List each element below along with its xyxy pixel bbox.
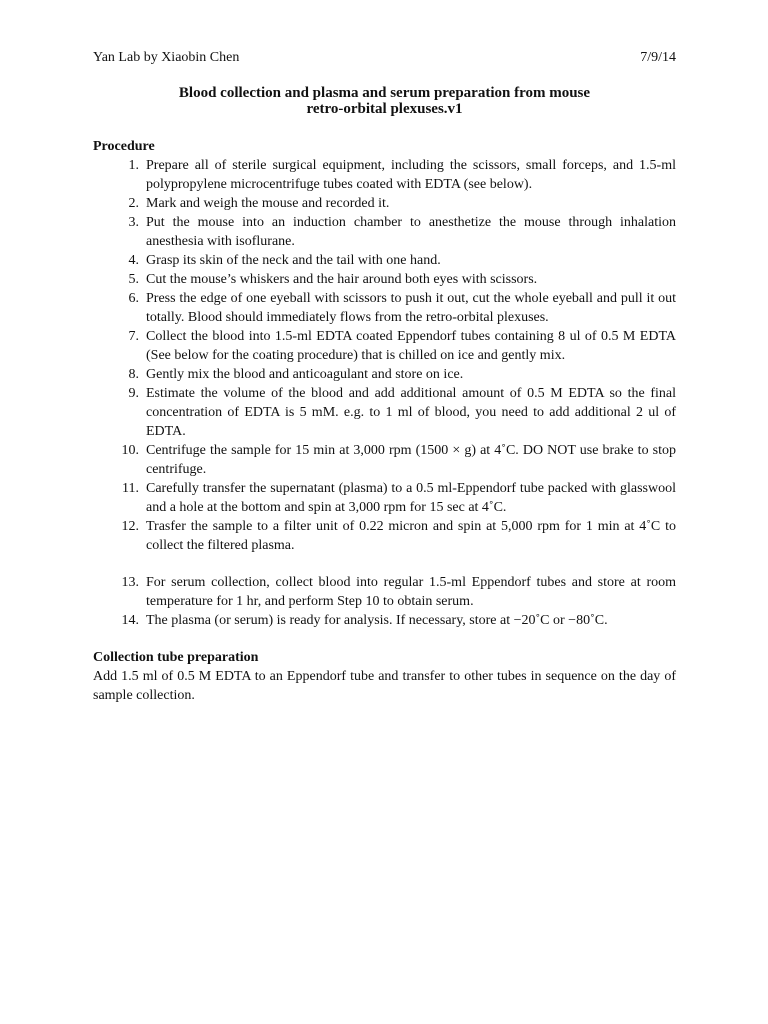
step-number: 5. [128,272,139,287]
step-number: 14. [121,613,139,628]
step-text: The plasma (or serum) is ready for analysis. If necessary, store at −20˚C or −80˚C. [146,613,608,628]
procedure-steps [93,156,676,630]
procedure-step [93,517,676,555]
step-text: Grasp its skin of the neck and the tail with one hand. [146,253,441,268]
procedure-heading: Procedure [93,139,155,154]
procedure-step [93,479,676,517]
step-number: 2. [128,196,139,211]
procedure-step [93,251,676,270]
step-text: Centrifuge the sample for 15 min at 3,000 rpm (1500 × g) at 4˚C. DO NOT use brake to stop centrifuge. [146,443,676,477]
step-text: Estimate the volume of the blood and add additional amount of 0.5 M EDTA so the final concentration of EDTA is 5 mM. e.g. to 1 ml of blood, you need to add additional 2 ul of EDTA. [146,386,676,439]
procedure-step [93,384,676,441]
page-header [93,48,676,67]
step-number: 11. [122,481,139,496]
step-number: 6. [128,291,139,306]
step-text: For serum collection, collect blood into regular 1.5-ml Eppendorf tubes and store at room temperature for 1 hr, and perform Step 10 to obtain serum. [146,575,676,609]
step-number: 8. [128,367,139,382]
step-text: Gently mix the blood and anticoagulant and store on ice. [146,367,464,382]
procedure-step [93,270,676,289]
step-number: 1. [128,158,139,173]
step-text: Collect the blood into 1.5-ml EDTA coated Eppendorf tubes containing 8 ul of 0.5 M EDTA (See below for the coating procedure) that is chilled on ice and gently mix. [146,329,676,363]
step-number: 7. [128,329,139,344]
procedure-step [93,327,676,365]
procedure-step [93,441,676,479]
document-page [93,48,676,705]
procedure-step [93,213,676,251]
procedure-step [93,573,676,611]
header-author: Yan Lab by Xiaobin Chen [93,50,240,65]
procedure-step [93,289,676,327]
document-title [93,85,676,117]
collection-section [93,648,676,705]
step-number: 4. [128,253,139,268]
step-number: 10. [121,443,139,458]
step-text: Trasfer the sample to a filter unit of 0.22 micron and spin at 5,000 rpm for 1 min at 4˚C to collect the filtered plasma. [146,519,676,553]
procedure-step [93,194,676,213]
step-text: Prepare all of sterile surgical equipment, including the scissors, small forceps, and 1.5-ml polypropylene microcentrifuge tubes coated with EDTA (see below). [146,158,676,192]
collection-heading: Collection tube preparation [93,650,259,665]
step-number: 13. [121,575,139,590]
step-text: Press the edge of one eyeball with scissors to push it out, cut the whole eyeball and pull it out totally. Blood should immediately flows from the retro-orbital plexuses. [146,291,676,325]
title-line-2: retro-orbital plexuses.v1 [306,101,463,117]
step-text: Put the mouse into an induction chamber to anesthetize the mouse through inhalation anesthesia with isoflurane. [146,215,676,249]
step-number: 12. [121,519,139,534]
procedure-step [93,611,676,630]
step-number: 3. [128,215,139,230]
header-date: 7/9/14 [640,50,676,65]
procedure-step [93,156,676,194]
collection-text: Add 1.5 ml of 0.5 M EDTA to an Eppendorf tube and transfer to other tubes in sequence on the day of sample collection. [93,669,676,703]
step-number: 9. [128,386,139,401]
procedure-step [93,365,676,384]
title-line-1: Blood collection and plasma and serum preparation from mouse [178,85,591,101]
step-text: Cut the mouse’s whiskers and the hair around both eyes with scissors. [146,272,538,287]
step-text: Carefully transfer the supernatant (plasma) to a 0.5 ml-Eppendorf tube packed with glasswool and a hole at the bottom and spin at 3,000 rpm for 15 sec at 4˚C. [146,481,676,515]
step-text: Mark and weigh the mouse and recorded it. [146,196,390,211]
